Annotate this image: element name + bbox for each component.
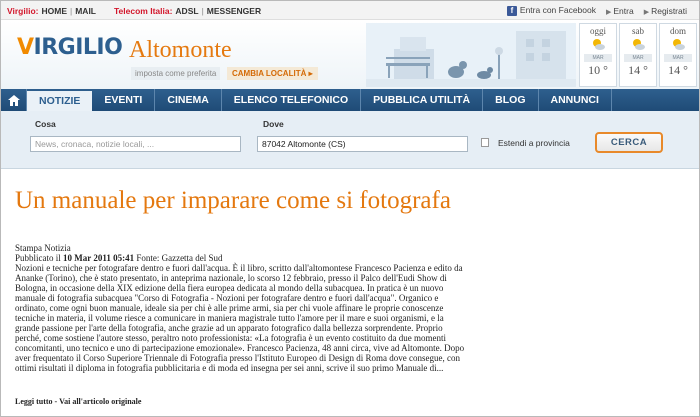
nav-notizie[interactable]: NOTIZIE (27, 91, 92, 111)
home-button[interactable] (1, 89, 27, 111)
article-kind: Stampa Notizia (15, 243, 71, 253)
article-source: Fonte: Gazzetta del Sud (134, 253, 223, 263)
set-preferred-link[interactable]: imposta come preferita (131, 67, 220, 80)
article-date: 10 Mar 2011 05:41 (63, 253, 135, 263)
sun-cloud-icon (670, 37, 686, 51)
weather-day-today: oggi MAR 10 ° (579, 23, 617, 87)
home-link[interactable]: HOME (41, 6, 67, 16)
read-more-link[interactable]: Leggi tutto - Vai all'articolo originale (15, 397, 142, 406)
extend-province-label: Estendi a provincia (498, 138, 570, 148)
register-link[interactable]: ▶ Registrati (643, 5, 687, 16)
extend-province-checkbox[interactable] (481, 138, 489, 147)
nav-blog[interactable]: BLOG (483, 89, 538, 111)
weather-day-sat: sab MAR 14 ° (619, 23, 657, 87)
facebook-login-link[interactable]: f Entra con Facebook (507, 5, 596, 16)
where-label: Dove (263, 119, 284, 129)
article-meta (15, 243, 223, 263)
nav-elenco-telefonico[interactable]: ELENCO TELEFONICO (222, 89, 361, 111)
nav-eventi[interactable]: EVENTI (92, 89, 155, 111)
article-title[interactable]: Un manuale per imparare come si fotografa (15, 187, 451, 214)
top-bar: Virgilio: HOME | MAIL Telecom Italia: ADSL | MESSENGER f Entra con Facebook ▶ Entra ▶ Registrati (1, 1, 699, 20)
sun-cloud-icon (630, 37, 646, 51)
city-name: Altomonte (129, 37, 232, 63)
search-button[interactable]: CERCA (595, 132, 663, 153)
what-label: Cosa (35, 119, 56, 129)
telecom-label: Telecom Italia: (114, 6, 173, 16)
main-nav (1, 89, 699, 111)
mail-link[interactable]: MAIL (75, 6, 96, 16)
messenger-link[interactable]: MESSENGER (206, 6, 262, 16)
site-header (1, 21, 699, 89)
what-input[interactable]: News, cronaca, notizie locali, ... (30, 136, 241, 152)
virgilio-logo[interactable]: VIRGILIO (17, 35, 123, 60)
arrow-icon: ▶ (605, 8, 612, 16)
sun-cloud-icon (590, 37, 606, 51)
article-body: Nozioni e tecniche per fotografare dentro e fuori dall'acqua. È il libro, scritto dall'altomontese Francesco Pacienza e edito da Ananke (Torino), che è stato presentato, in anteprima nazionale, lo scorso 12 febbraio, presso il Palco dell'Eudi Show di Bologna, in occasione della XIX edizione della fiera europea dedicata al mondo della subacquea. In pratica è un nuovo manuale di fotografia subacquea "Corso di Fotografia - Nozioni per fotografare dentro e fuori dall'acqua". Organico e ordinato, come ogni buon manuale, ideale sia per chi è alle prime armi, sia per chi vuole affinare le proprie conoscenze tecniche in materia, il volume riesce a comunicare in maniera magistrale tutto l'amore per il mare e suoi organismi, e la grande passione per l'arte della fotografia, anche grazie ad un apparato fotografico dalla bellezza sorprendente. Proprio perché, come sostiene l'autore stesso, peraltro noto professionista: «La fotografia è un evento costituito da due momenti concomitanti, uno tecnico e uno di partecipazione emozionale». Francesco Pacienza, 48 anni circa, vive ad Altomonte. Dopo aver frequentato il Corso Superiore Triennale di Fotografia presso l'Istituto Europeo di Design di Roma dove consegue, con ottimi risultati il diploma in fotografia pubblicitaria e di moda ed insegna per sei anni, scrive il suo primo Manuale di... (15, 263, 465, 373)
weather-widget (579, 23, 697, 87)
login-link[interactable]: ▶ Entra (605, 5, 634, 16)
virgilio-label: Virgilio: (7, 6, 39, 16)
article-published: Pubblicato il 10 Mar 2011 05:41 Fonte: Gazzetta del Sud (15, 253, 223, 263)
nav-pubblica-utilita[interactable]: PUBBLICA UTILITÀ (361, 89, 483, 111)
nav-annunci[interactable]: ANNUNCI (539, 89, 612, 111)
nav-cinema[interactable]: CINEMA (155, 89, 221, 111)
where-input[interactable]: 87042 Altomonte (CS) (257, 136, 468, 152)
weather-day-sun: dom MAR 14 ° (659, 23, 697, 87)
facebook-icon: f (507, 6, 517, 16)
city-illustration (366, 23, 576, 87)
arrow-icon: ▶ (643, 8, 650, 16)
home-icon (8, 95, 20, 106)
change-location-link[interactable]: CAMBIA LOCALITÀ ▸ (227, 67, 318, 80)
adsl-link[interactable]: ADSL (175, 6, 199, 16)
